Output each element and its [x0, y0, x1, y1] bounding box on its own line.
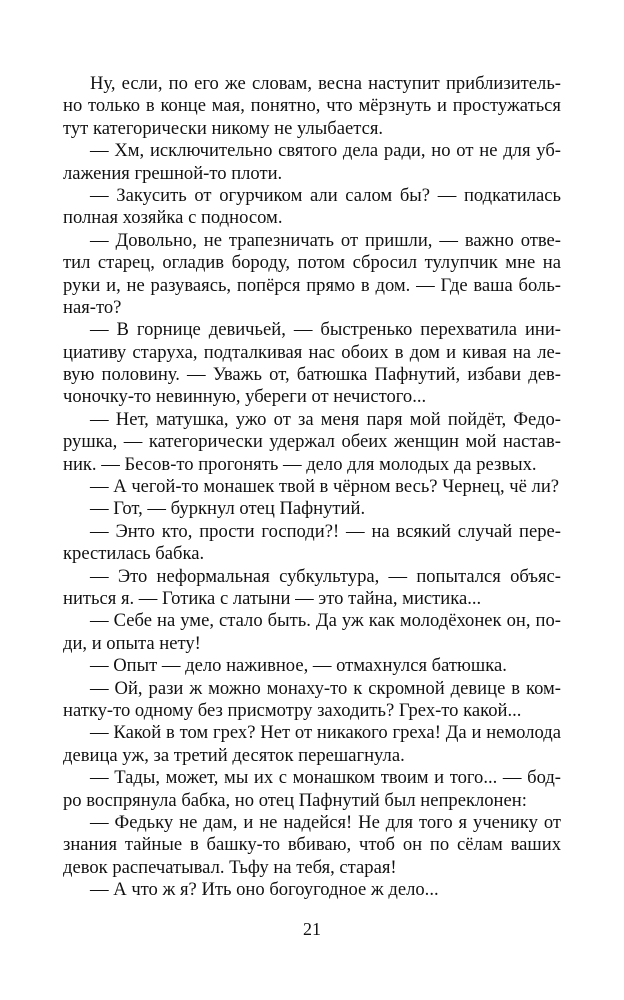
text-line: — Закусить от огурчиком али салом бы? — подкатилась — [90, 184, 561, 206]
text-line: лажения грешной-то плоти. — [63, 162, 283, 184]
page-number: 21 — [303, 919, 321, 939]
text-line: ниться я. — Готика с латыни — это тайна, мистика... — [63, 587, 482, 609]
text-line: — А что ж я? Ить оно богоугодное ж дело... — [90, 879, 439, 901]
text-line: девок распечатывал. Тьфу на тебя, старая! — [63, 856, 397, 878]
text-line: знания тайные в башку-то вбиваю, чтоб он по сёлам ваших — [63, 834, 561, 856]
text-line: рушка, — категорически удержал обеих женщин мой настав- — [63, 431, 561, 453]
text-line: ная-то? — [63, 296, 122, 318]
text-line: тут категорически никому не улыбается. — [63, 117, 384, 139]
text-line: — Довольно, не трапезничать от пришли, — важно отве- — [90, 229, 561, 251]
text-line: — Нет, матушка, ужо от за меня паря мой пойдёт, Федо- — [90, 408, 561, 430]
text-line: — А чегой-то монашек твой в чёрном весь? Чернец, чё ли? — [90, 476, 560, 498]
text-line: руки и, не разуваясь, попёрся прямо в дом. — Где ваша боль- — [63, 274, 561, 296]
text-line: полная хозяйка с подносом. — [63, 207, 283, 229]
text-line: — Хм, исключительно святого дела ради, но от не для уб- — [90, 140, 561, 162]
text-line: крестилась бабка. — [63, 543, 205, 565]
text-line: Ну, если, по его же словам, весна наступит приблизитель- — [90, 73, 561, 94]
text-line: но только в конце мая, понятно, что мёрзнуть и простужаться — [63, 95, 561, 117]
text-line: — Энто кто, прости господи?! — на всякий случай пере- — [90, 520, 561, 542]
text-line: — Себе на уме, стало быть. Да уж как молодёхонек он, по- — [90, 610, 561, 632]
text-line: ди, и опыта нету! — [63, 632, 201, 654]
text-line: вую половину. — Уважь от, батюшка Пафнутий, избави дев- — [63, 364, 561, 386]
text-line: девица уж, за третий десяток перешагнула. — [63, 744, 405, 766]
text-line: циативу старуха, подталкивая нас обоих в дом и кивая на ле- — [63, 341, 561, 363]
text-line: — Опыт — дело наживное, — отмахнулся батюшка. — [90, 655, 507, 677]
text-line: натку-то одному без присмотру заходить? Грех-то какой... — [63, 699, 522, 721]
text-line: — Это неформальная субкультура, — попытался объяс- — [90, 565, 561, 587]
text-line: ник. — Бесов-то прогонять — дело для молодых да резвых. — [63, 453, 537, 475]
text-line: — Тады, может, мы их с монашком твоим и того... — бод- — [90, 767, 561, 789]
page-text — [63, 73, 561, 901]
text-line: чоночку-то невинную, убереги от нечистого... — [63, 386, 427, 408]
text-line: тил старец, огладив бороду, потом сбросил тулупчик мне на — [63, 252, 561, 274]
text-line: ро воспрянула бабка, но отец Пафнутий был непреклонен: — [63, 789, 527, 811]
text-line: — Федьку не дам, и не надейся! Не для того я ученику от — [90, 811, 561, 833]
text-line: — Какой в том грех? Нет от никакого греха! Да и немолода — [90, 722, 561, 744]
text-line: — Гот, — буркнул отец Пафнутий. — [90, 498, 366, 520]
text-line: — В горнице девичьей, — быстренько перехватила ини- — [90, 319, 561, 341]
text-line: — Ой, рази ж можно монаху-то к скромной девице в ком- — [90, 677, 561, 699]
